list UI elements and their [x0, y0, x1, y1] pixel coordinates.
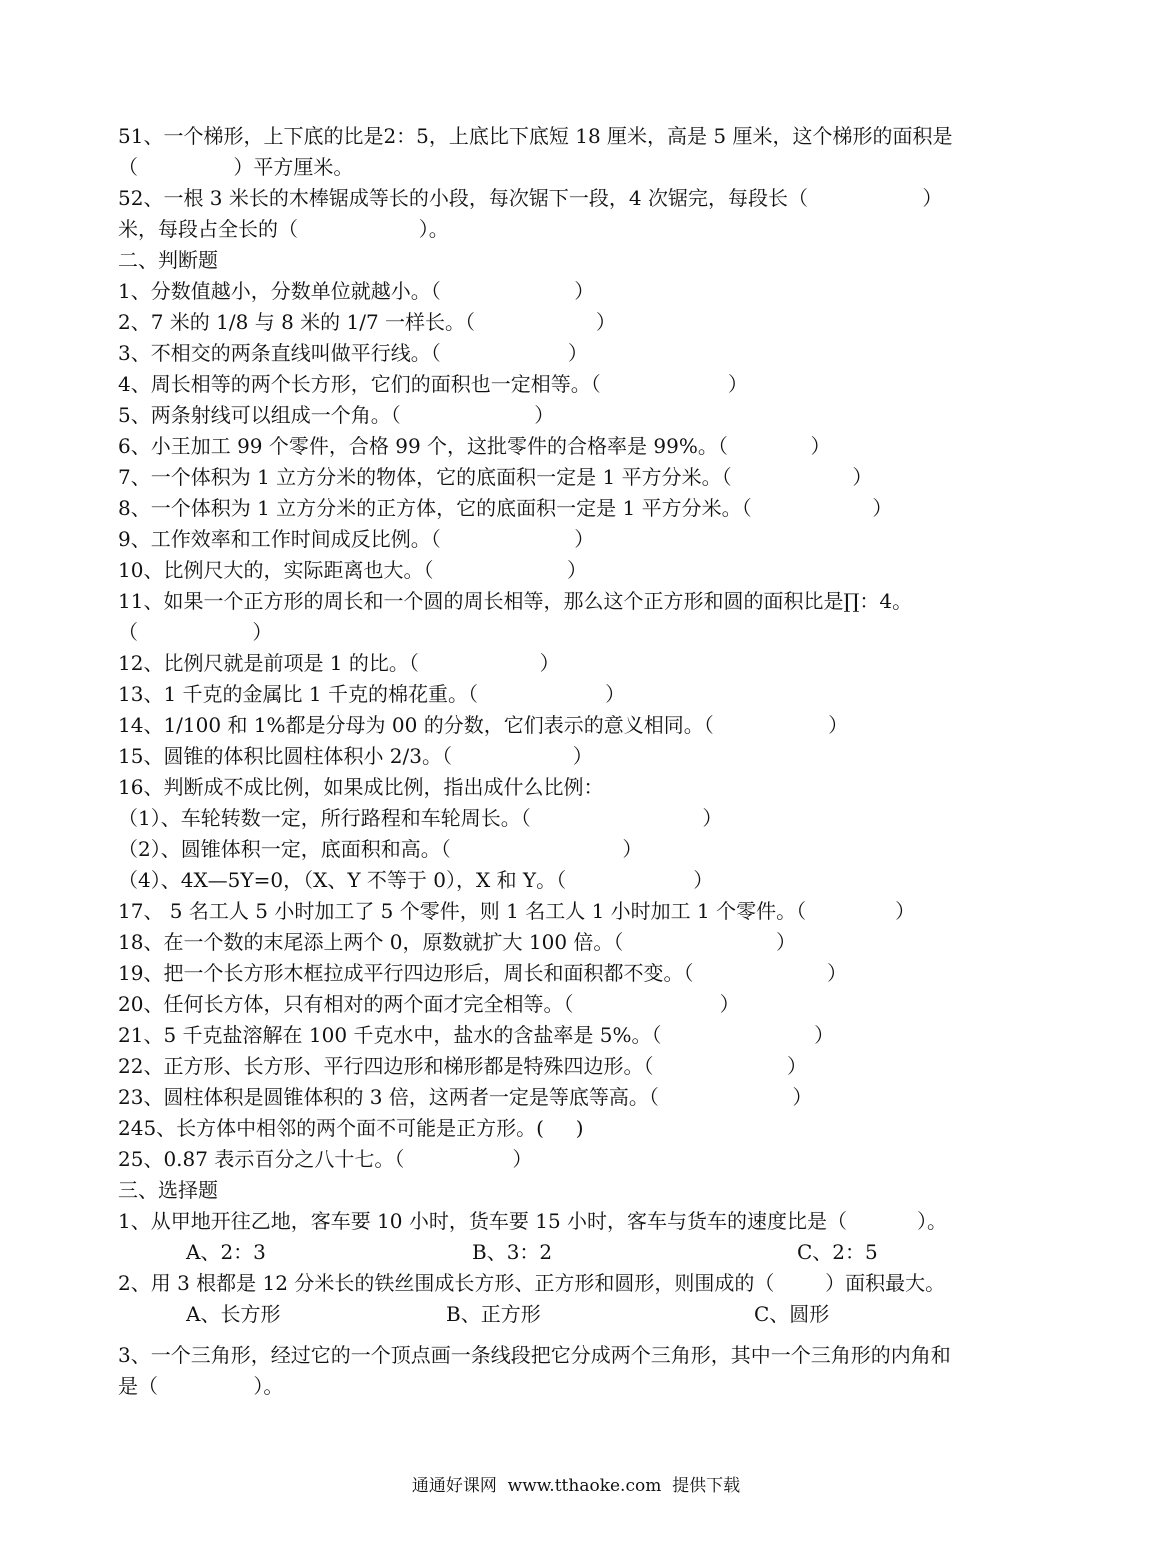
- choice-1-option-a: A、2：3: [186, 1240, 266, 1264]
- judgement-item-18: 18、在一个数的末尾添上两个 0，原数就扩大 100 倍。（ ）: [118, 930, 796, 954]
- judgement-item-16-sub-1: （1）、车轮转数一定，所行路程和车轮周长。（ ）: [118, 806, 723, 830]
- choice-item-3-line-1: 3、一个三角形，经过它的一个顶点画一条线段把它分成两个三角形，其中一个三角形的内角和: [118, 1343, 951, 1367]
- judgement-item-25: 25、0.87 表示百分之八十七。（ ）: [118, 1147, 533, 1171]
- judgement-item-8: 8、一个体积为 1 立方分米的正方体，它的底面积一定是 1 平方分米。（ ）: [118, 496, 893, 520]
- judgement-item-11-line-2: （ ）: [118, 620, 273, 644]
- choice-2-option-b: B、正方形: [446, 1302, 541, 1326]
- question-51-line-1: 51、一个梯形，上下底的比是2：5，上底比下底短 18 厘米，高是 5 厘米，这个梯形的面积是: [118, 124, 953, 148]
- judgement-item-17: 17、 5 名工人 5 小时加工了 5 个零件，则 1 名工人 1 小时加工 1 个零件。（ ）: [118, 899, 916, 923]
- judgement-item-16-sub-4: （4）、4X—5Y=0，（X、Y 不等于 0），X 和 Y。（ ）: [118, 868, 714, 892]
- judgement-item-5: 5、两条射线可以组成一个角。（ ）: [118, 403, 555, 427]
- judgement-item-11-line-1: 11、如果一个正方形的周长和一个圆的周长相等，那么这个正方形和圆的面积比是∏：4。: [118, 589, 913, 613]
- judgement-item-15: 15、圆锥的体积比圆柱体积小 2/3。（ ）: [118, 744, 593, 768]
- section-heading-choice: 三、选择题: [118, 1178, 218, 1202]
- judgement-item-245: 245、长方体中相邻的两个面不可能是正方形。( ): [118, 1116, 584, 1140]
- judgement-item-4: 4、周长相等的两个长方形，它们的面积也一定相等。（ ）: [118, 372, 748, 396]
- choice-1-option-b: B、3：2: [472, 1240, 553, 1264]
- choice-2-option-a: A、长方形: [186, 1302, 281, 1326]
- judgement-item-19: 19、把一个长方形木框拉成平行四边形后，周长和面积都不变。（ ）: [118, 961, 847, 985]
- judgement-item-23: 23、圆柱体积是圆锥体积的 3 倍，这两者一定是等底等高。（ ）: [118, 1085, 813, 1109]
- choice-2-option-c: C、圆形: [754, 1302, 830, 1326]
- judgement-item-20: 20、任何长方体，只有相对的两个面才完全相等。（ ）: [118, 992, 740, 1016]
- judgement-item-10: 10、比例尺大的，实际距离也大。（ ）: [118, 558, 587, 582]
- judgement-item-1: 1、分数值越小，分数单位就越小。（ ）: [118, 279, 595, 303]
- judgement-item-7: 7、一个体积为 1 立方分米的物体，它的底面积一定是 1 平方分米。（ ）: [118, 465, 873, 489]
- judgement-item-6: 6、小王加工 99 个零件，合格 99 个，这批零件的合格率是 99%。（ ）: [118, 434, 831, 458]
- judgement-item-2: 2、7 米的 1/8 与 8 米的 1/7 一样长。（ ）: [118, 310, 616, 334]
- page-footer: 通通好课网 www.tthaoke.com 提供下载: [411, 1476, 741, 1496]
- choice-item-1: 1、从甲地开往乙地，客车要 10 小时，货车要 15 小时，客车与货车的速度比是（ ）。: [118, 1209, 947, 1233]
- judgement-item-3: 3、不相交的两条直线叫做平行线。（ ）: [118, 341, 588, 365]
- judgement-item-14: 14、1/100 和 1%都是分母为 00 的分数，它们表示的意义相同。（ ）: [118, 713, 849, 737]
- choice-item-3-line-2: 是（ ）。: [118, 1374, 284, 1398]
- section-heading-judgement: 二、判断题: [118, 248, 218, 272]
- judgement-item-16-sub-2: （2）、圆锥体积一定，底面积和高。（ ）: [118, 837, 643, 861]
- judgement-item-13: 13、1 千克的金属比 1 千克的棉花重。（ ）: [118, 682, 626, 706]
- question-52-line-2: 米，每段占全长的（ ）。: [118, 217, 449, 241]
- question-52-line-1: 52、一根 3 米长的木棒锯成等长的小段，每次锯下一段，4 次锯完，每段长（ ）: [118, 186, 943, 210]
- choice-item-2: 2、用 3 根都是 12 分米长的铁丝围成长方形、正方形和圆形，则围成的（ ）面积最大。: [118, 1271, 946, 1295]
- judgement-item-22: 22、正方形、长方形、平行四边形和梯形都是特殊四边形。（ ）: [118, 1054, 807, 1078]
- question-51-line-2: （ ）平方厘米。: [118, 155, 354, 179]
- judgement-item-12: 12、比例尺就是前项是 1 的比。（ ）: [118, 651, 560, 675]
- judgement-item-16: 16、判断成不成比例，如果成比例，指出成什么比例：: [118, 775, 604, 799]
- judgement-item-9: 9、工作效率和工作时间成反比例。（ ）: [118, 527, 595, 551]
- choice-1-option-c: C、2：5: [797, 1240, 878, 1264]
- judgement-item-21: 21、5 千克盐溶解在 100 千克水中，盐水的含盐率是 5%。（ ）: [118, 1023, 835, 1047]
